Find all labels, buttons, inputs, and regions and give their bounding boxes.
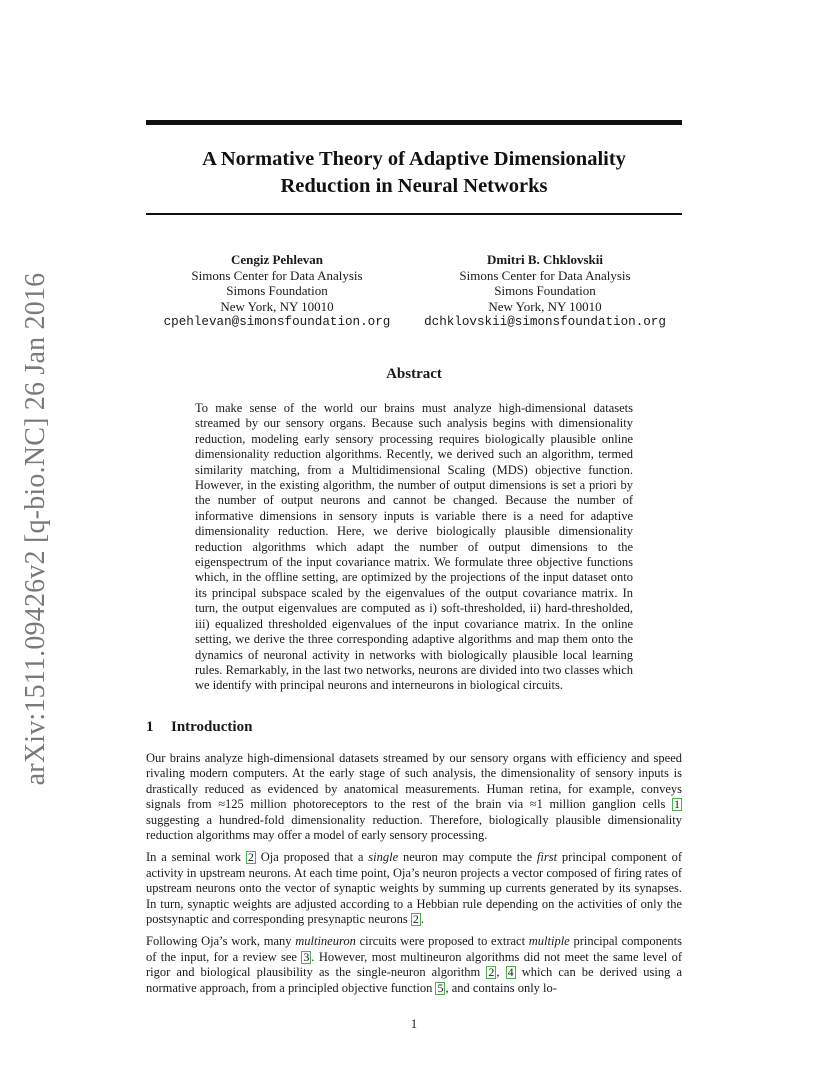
citation-link[interactable]: 2	[488, 965, 495, 980]
author-block-1	[146, 252, 408, 331]
title-line-1: A Normative Theory of Adaptive Dimensionality	[202, 148, 626, 170]
paper-title	[146, 146, 682, 200]
citation-link[interactable]: 5	[437, 980, 444, 995]
text-run: . However, most multineuron algorithms did not meet the same level of rigor and biological plausibility as the single-neuron algorithm	[146, 949, 682, 980]
text-run: neuron may compute the	[398, 850, 537, 865]
emphasis: multiple	[528, 934, 570, 949]
citation-link[interactable]: 3	[303, 949, 310, 964]
text-run: circuits were proposed to extract	[355, 934, 529, 949]
author-name: Cengiz Pehlevan	[230, 252, 324, 267]
text-run: which can be derived using a normative approach, from a principled objective function	[146, 965, 683, 995]
title-bottom-rule	[146, 213, 682, 215]
text-run: principal component of activity in upstream neurons. At each time point, Oja’s neuron projects a vector composed of firing rates of upstream neurons onto the vector of synaptic weights by summing up currents generated by its synapses. In turn, synaptic weights are adjusted according to a Hebbian rule depending on the activities of only the postsynaptic and corresponding presynaptic neurons	[146, 850, 682, 927]
citation-link[interactable]: 2	[412, 912, 419, 927]
text-run: .	[420, 912, 424, 927]
paragraph-2	[146, 850, 682, 927]
arxiv-identifier: arXiv:1511.09426v2 [q-bio.NC] 26 Jan 2016	[20, 272, 51, 786]
author-organization: Simons Foundation	[494, 283, 596, 298]
author-email[interactable]: cpehlevan@simonsfoundation.org	[163, 315, 391, 329]
author-name: Dmitri B. Chklovskii	[487, 252, 603, 267]
abstract-body: To make sense of the world our brains must analyze high-dimensional datasets streamed by our sensory organs. Because such analysis begins with dimensionality reduction, modeling early sensory processing requires biologically plausible online dimensionality reduction algorithms. Recently, we derived such an algorithm, termed similarity matching, from a Multidimensional Scaling (MDS) objective function. However, in the existing algorithm, the number of output dimensions is set a priori by the number of output neurons and cannot be changed. Because the number of informative dimensions in sensory inputs is variable there is a need for adaptive dimensionality reduction. Here, we derive biologically plausible dimensionality reduction algorithms which adapt the number of output dimensions to the eigenspectrum of the input covariance matrix. We formulate three objective functions which, in the offline setting, are optimized by the projections of the input dataset onto its principal subspace scaled by the eigenvalues of the output covariance matrix. In turn, the output eigenvalues are computed as i) soft-thresholded, ii) hard-thresholded, iii) equalized thresholded eigenvalues of the input covariance matrix. In the online setting, we derive the three corresponding adaptive algorithms and map them onto the dynamics of neuronal activity in networks with biologically plausible local learning rules. Remarkably, in the last two networks, neurons are divided into two classes which we identify with principal neurons and interneurons in biological circuits.	[195, 401, 633, 693]
author-affiliation: Simons Center for Data Analysis	[459, 267, 631, 283]
author-block-2	[400, 252, 690, 331]
text-run: , and contains only lo-	[445, 980, 557, 995]
author-email[interactable]: dchklovskii@simonsfoundation.org	[424, 315, 666, 329]
citation-link[interactable]: 1	[674, 797, 680, 812]
text-run: principal components of the input, for a review see	[146, 934, 682, 964]
emphasis: single	[368, 850, 399, 865]
author-city: New York, NY 10010	[220, 298, 334, 314]
introduction-body	[146, 751, 682, 1003]
emphasis: multineuron	[295, 934, 356, 949]
author-affiliation: Simons Center for Data Analysis	[191, 267, 363, 283]
page-number: 1	[410, 1017, 418, 1031]
section-title: Introduction	[171, 719, 253, 735]
citation-link[interactable]: 2	[247, 850, 254, 865]
emphasis: first	[536, 850, 558, 865]
text-run: Following Oja’s work, many	[146, 934, 296, 949]
text-run: Oja proposed that a	[255, 850, 369, 865]
abstract-heading: Abstract	[386, 366, 442, 382]
title-top-rule	[146, 120, 682, 125]
paragraph-3	[146, 934, 682, 996]
author-organization: Simons Foundation	[226, 283, 328, 298]
author-city: New York, NY 10010	[488, 298, 602, 314]
citation-link[interactable]: 4	[507, 965, 514, 980]
section-number: 1	[146, 719, 154, 735]
section-heading	[146, 719, 252, 736]
title-line-2: Reduction in Neural Networks	[280, 175, 548, 197]
text-run: ,	[496, 965, 506, 980]
paragraph-1	[146, 751, 682, 843]
text-run: suggesting a hundred-fold dimensionality reduction. Therefore, biologically plausible dimensionality reduction algorithms may offer a model of early sensory processing.	[146, 812, 682, 843]
text-run: In a seminal work	[146, 850, 246, 865]
text-run: Our brains analyze high-dimensional datasets streamed by our sensory organs with efficiency and speed rivaling modern computers. At the early stage of such analysis, the dimensionality of sensory inputs is drastically reduced as evidenced by anatomical measurements. Human retina, for example, conveys signals from ≈125 million photoreceptors to the rest of the brain via ≈1 million ganglion cells	[146, 751, 682, 812]
